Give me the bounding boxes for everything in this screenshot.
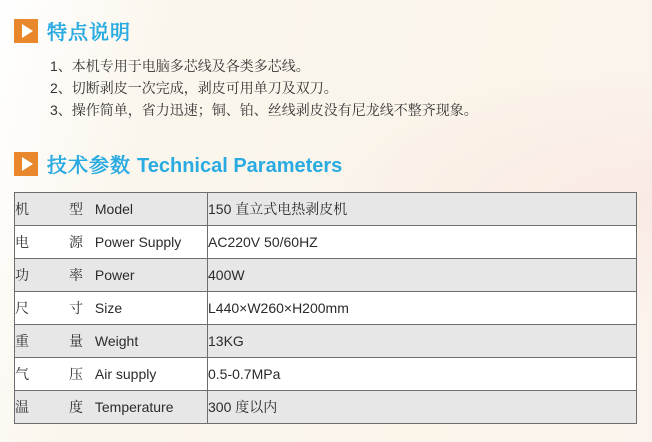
param-label-cell xyxy=(15,259,208,292)
param-label-cn1: 温 xyxy=(15,399,29,415)
param-value-cell xyxy=(208,226,637,259)
param-label-cn2: 源 xyxy=(69,234,83,250)
param-value: 13KG xyxy=(208,333,244,349)
parameters-title-en: Technical Parameters xyxy=(137,155,343,177)
param-label-cn2: 量 xyxy=(69,333,83,349)
feature-item: 3、操作简单，省力迅速；铜、铂、丝线剥皮没有尼龙线不整齐现象。 xyxy=(50,102,478,118)
parameters-table-body xyxy=(15,193,637,424)
table-row xyxy=(15,391,637,424)
param-label-cell xyxy=(15,193,208,226)
param-value-cell xyxy=(208,193,637,226)
param-label-en: Weight xyxy=(94,333,139,349)
param-label-cn2: 压 xyxy=(69,366,83,382)
table-row xyxy=(15,193,637,226)
param-value-cell xyxy=(208,391,637,424)
param-label-cn2: 率 xyxy=(69,267,83,283)
param-label-cn xyxy=(15,397,83,417)
param-label-cn2: 度 xyxy=(69,399,83,415)
param-label-en: Power xyxy=(94,267,135,283)
param-label-cn1: 尺 xyxy=(15,300,29,316)
parameters-table xyxy=(14,192,637,424)
param-label-cn xyxy=(15,331,83,351)
param-label-cn2: 型 xyxy=(69,201,83,217)
param-label-en: Size xyxy=(94,300,123,316)
play-arrow-icon xyxy=(14,152,38,176)
param-value-cell xyxy=(208,259,637,292)
param-label-cn1: 气 xyxy=(15,366,29,382)
param-label-cell xyxy=(15,391,208,424)
param-label-en: Temperature xyxy=(94,399,174,415)
parameters-title-cn: 技术参数 xyxy=(47,155,131,177)
param-label-cn1: 功 xyxy=(15,267,29,283)
parameters-heading xyxy=(14,149,342,178)
param-label-en: Power Supply xyxy=(94,234,182,250)
param-value: L440×W260×H200mm xyxy=(208,300,349,316)
param-label-cn xyxy=(15,199,83,219)
param-label-cell xyxy=(15,325,208,358)
param-label-cell xyxy=(15,226,208,259)
features-title: 特点说明 xyxy=(47,22,131,44)
param-value: 150 直立式电热剥皮机 xyxy=(208,201,348,217)
param-label-cell xyxy=(15,292,208,325)
table-row xyxy=(15,358,637,391)
features-heading xyxy=(14,16,131,45)
param-value-cell xyxy=(208,325,637,358)
param-value: 400W xyxy=(208,267,245,283)
param-value: AC220V 50/60HZ xyxy=(208,234,318,250)
table-row xyxy=(15,226,637,259)
param-label-cn xyxy=(15,232,83,252)
param-label-cn xyxy=(15,298,83,318)
table-row xyxy=(15,292,637,325)
param-label-cn xyxy=(15,364,83,384)
param-label-cn2: 寸 xyxy=(69,300,83,316)
param-value-cell xyxy=(208,358,637,391)
param-value-cell xyxy=(208,292,637,325)
feature-list xyxy=(50,55,478,121)
param-value: 0.5-0.7MPa xyxy=(208,366,281,382)
feature-item: 1、本机专用于电脑多芯线及各类多芯线。 xyxy=(50,58,310,74)
param-label-en: Air supply xyxy=(94,366,157,382)
table-row xyxy=(15,325,637,358)
param-value: 300 度以内 xyxy=(208,399,278,415)
feature-item: 2、切断剥皮一次完成，剥皮可用单刀及双刀。 xyxy=(50,80,338,96)
play-arrow-icon xyxy=(14,19,38,43)
parameters-title xyxy=(47,149,342,178)
param-label-cn1: 重 xyxy=(15,333,29,349)
param-label-cell xyxy=(15,358,208,391)
param-label-cn xyxy=(15,265,83,285)
param-label-cn1: 电 xyxy=(15,234,29,250)
table-row xyxy=(15,259,637,292)
param-label-cn1: 机 xyxy=(15,201,29,217)
param-label-en: Model xyxy=(94,201,134,217)
